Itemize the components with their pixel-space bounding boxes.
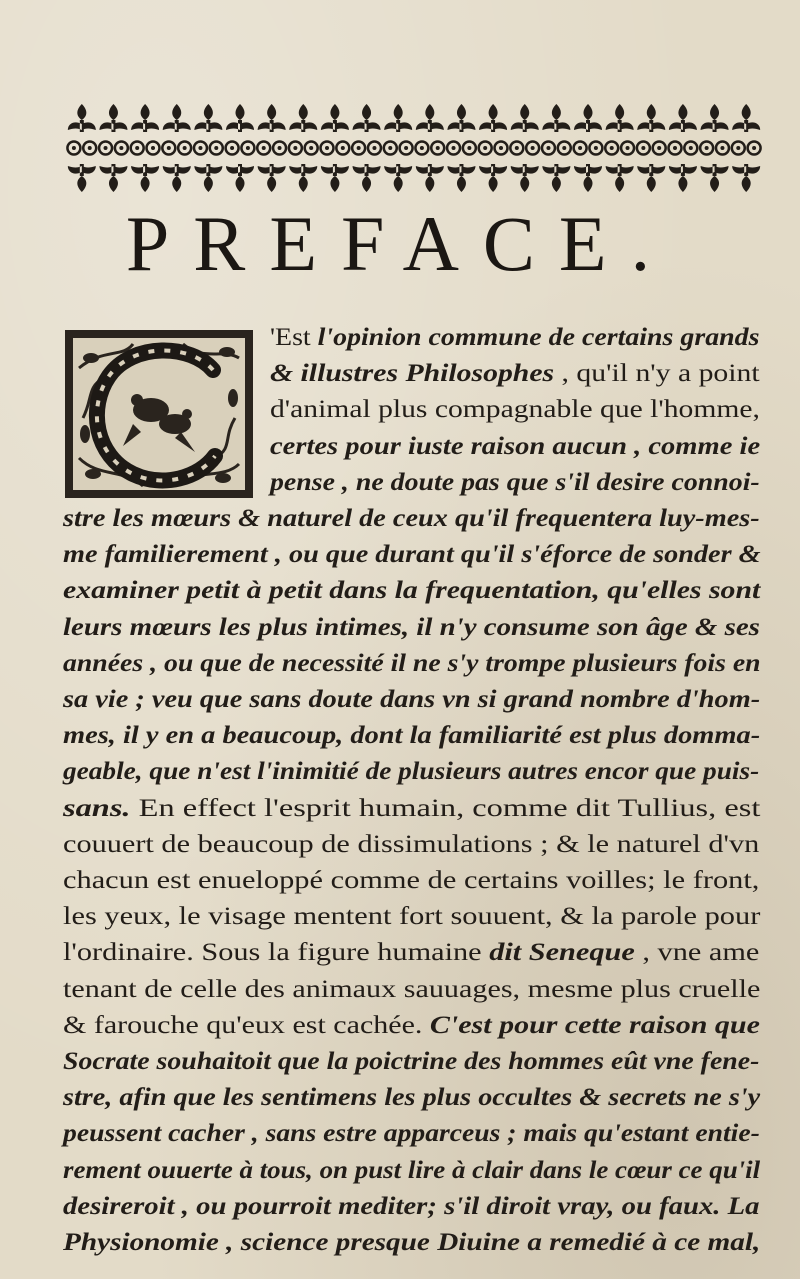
roman-text: les yeux, le visage mentent fort souuent, & la parole pour xyxy=(63,903,761,931)
italic-text: desireroit , ou pourroit mediter; s'il diroit vray, ou faux. La xyxy=(63,1192,760,1220)
italic-text: Physionomie , science presque Diuine a remedié à ce mal, xyxy=(63,1229,761,1256)
italic-text: l'opinion commune de certains grands xyxy=(317,324,760,351)
ornamental-headpiece xyxy=(66,98,762,198)
text-line xyxy=(63,684,760,716)
italic-text: mes, il y en a beaucoup, dont la familiarité est plus domma- xyxy=(63,722,761,750)
italic-text: leurs mœurs les plus intimes, il n'y consume son âge & ses xyxy=(63,613,760,641)
italic-text: stre, afin que les sentimens les plus occultes & secrets ne s'y xyxy=(63,1084,761,1112)
text-line xyxy=(63,1155,760,1187)
italic-text: peussent cacher , sans estre apparceus ; mais qu'estant entie- xyxy=(63,1120,760,1148)
roman-text: d'animal plus compagnable que l'homme, xyxy=(270,396,760,424)
roman-text: En effect l'esprit humain, comme dit Tullius, est xyxy=(130,794,761,822)
text-line xyxy=(63,829,759,861)
text-line xyxy=(63,720,760,752)
italic-text: certes pour iuste raison aucun , comme ie xyxy=(270,432,761,460)
italic-text: stre les mœurs & naturel de ceux qu'il frequentera luy-mes- xyxy=(63,505,760,532)
text-line xyxy=(63,648,761,680)
roman-text: , qu'il n'y a point xyxy=(554,360,760,388)
text-line xyxy=(63,575,760,607)
italic-text: années , ou que de necessité il ne s'y trompe plusieurs fois en xyxy=(63,649,761,677)
italic-text: geable, que n'est l'inimitié de plusieurs autres encor que puis- xyxy=(63,758,760,786)
decorated-initial xyxy=(63,328,255,500)
text-line xyxy=(63,1118,760,1150)
text-line xyxy=(63,612,760,644)
italic-text: rement ouuerte à tous, on pust lire à clair dans le cœur ce qu'il xyxy=(63,1156,761,1184)
italic-text: & illustres Philosophes xyxy=(270,360,555,388)
text-line xyxy=(63,1227,760,1259)
italic-text: C'est pour cette raison que xyxy=(429,1011,760,1039)
page-title: PREFACE. xyxy=(125,200,675,287)
text-line xyxy=(63,865,759,897)
roman-text: , vne ame xyxy=(634,939,760,967)
text-line xyxy=(63,937,759,969)
drop-cap-icon xyxy=(63,328,255,500)
italic-text: sans. xyxy=(63,794,131,822)
text-line xyxy=(63,1046,759,1078)
text-line xyxy=(63,539,761,571)
roman-text: tenant de celle des animaux sauuages, mesme plus cruelle xyxy=(63,975,761,1003)
italic-text: pense , ne doute pas que s'il desire connoi- xyxy=(270,468,760,496)
text-line xyxy=(63,974,760,1006)
roman-text: couuert de beaucoup de dissimulations ; & le naturel d'vn xyxy=(63,830,760,858)
text-line xyxy=(63,756,759,788)
text-line xyxy=(63,1191,760,1223)
text-line xyxy=(270,322,759,354)
roman-text: l'ordinaire. Sous la figure humaine xyxy=(63,939,490,967)
fleuron-band-icon xyxy=(66,98,762,198)
text-line xyxy=(270,394,760,426)
roman-text: & farouche qu'eux est cachée. xyxy=(63,1011,430,1039)
italic-text: dit Seneque xyxy=(489,939,635,967)
roman-text: chacun est enueloppé comme de certains voilles; le front, xyxy=(63,867,760,894)
text-line xyxy=(270,467,760,499)
roman-text: 'Est xyxy=(270,324,318,351)
italic-text: me familierement , ou que durant qu'il s'éforce de sonder & xyxy=(63,541,761,569)
text-line xyxy=(63,1082,760,1114)
italic-text: sa vie ; veu que sans doute dans vn si grand nombre d'hom- xyxy=(63,686,761,713)
text-line xyxy=(270,358,760,390)
text-line xyxy=(63,901,760,933)
italic-text: examiner petit à petit dans la frequentation, qu'elles sont xyxy=(63,577,761,605)
italic-text: Socrate souhaitoit que la poictrine des hommes eût vne fene- xyxy=(63,1048,760,1075)
text-line xyxy=(63,1010,760,1042)
text-line xyxy=(270,431,760,463)
text-line xyxy=(63,503,760,535)
text-line xyxy=(63,793,760,825)
